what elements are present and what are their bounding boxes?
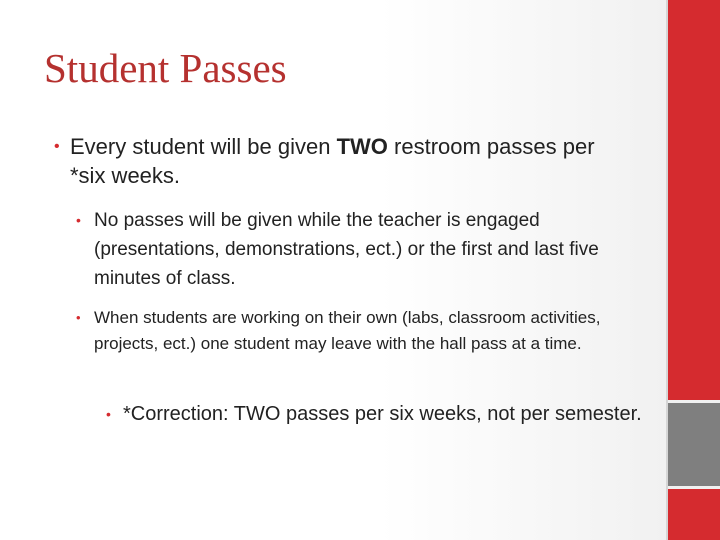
bullet-level2-no-passes xyxy=(76,206,654,293)
bullet-dot-icon: • xyxy=(106,406,111,422)
bullet-text: No passes will be given while the teacher is engaged (presentations, demonstrations, ect.) or the first and last five minutes of class. xyxy=(94,210,599,289)
bullet-level2-hall-pass xyxy=(76,305,654,357)
bullet-text-post: restroom passes per *six weeks. xyxy=(70,134,595,188)
sidebar-red-band-bottom xyxy=(668,489,720,540)
bullet-text: *Correction: TWO passes per six weeks, not per semester. xyxy=(123,403,642,425)
bullet-dot-icon: • xyxy=(54,138,60,155)
bullet-text-pre: Every student will be given xyxy=(70,134,337,159)
bullet-dot-icon: • xyxy=(76,212,81,228)
slide-title: Student Passes xyxy=(44,45,287,91)
bullet-text: When students are working on their own (labs, classroom activities, projects, ect.) one student may leave with the hall pass at a time. xyxy=(94,308,601,353)
sidebar-gray-band xyxy=(668,403,720,486)
bullet-text-emphasis: TWO xyxy=(336,134,388,159)
bullet-dot-icon: • xyxy=(76,310,81,325)
bullet-level3-correction xyxy=(106,399,663,429)
bullet-level1-passes xyxy=(54,132,610,190)
sidebar-red-band-top xyxy=(668,0,720,400)
